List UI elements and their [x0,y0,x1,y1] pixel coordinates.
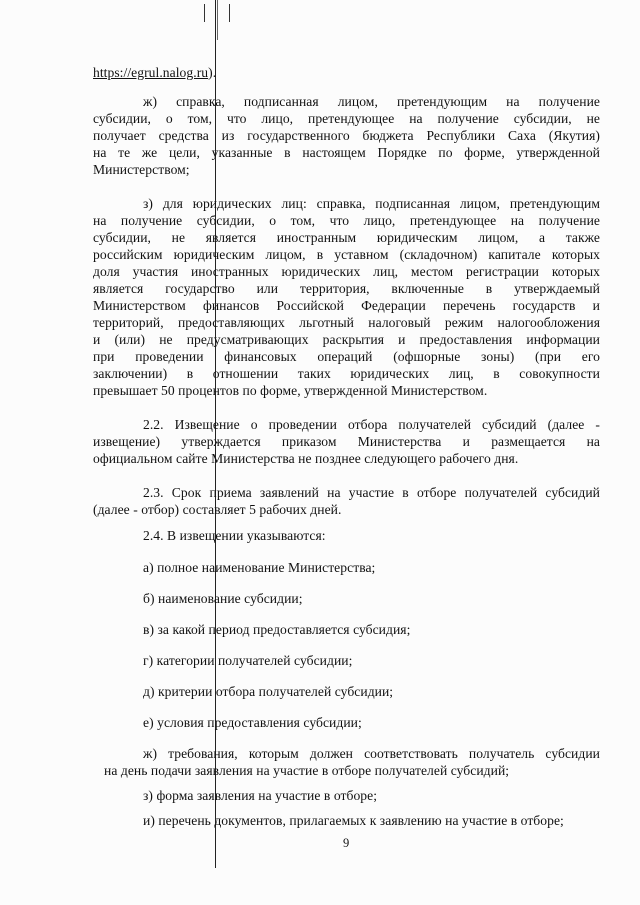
para-zh-line: субсидии, о том, что лицо, претендующее на получение субсидии, не [93,111,600,126]
list-item: в) за какой период предоставляется субсидия; [143,622,411,637]
list-item: г) категории получателей субсидии; [143,653,353,668]
para-2-2-line: 2.2. Извещение о проведении отбора получателей субсидий (далее - [143,417,600,432]
para-z-line: субсидии, не является иностранным юридическим лицом, а также [93,230,600,245]
para-z-line: российским юридическим лицом, в уставном (складочном) капитале которых [93,247,600,262]
para-z-line: при проведении финансовых операций (офшорные зоны) (при его [93,349,600,364]
para-2-2-line: извещение) утверждается приказом Министерства и размещается на [93,434,600,449]
url-tail: ). [208,65,217,80]
para-z-line: превышает 50 процентов по форме, утвержденной Министерством. [93,383,488,398]
scan-fold-line-secondary [217,0,218,40]
list-item: и) перечень документов, прилагаемых к заявлению на участие в отборе; [143,813,564,828]
list-item: з) форма заявления на участие в отборе; [143,788,378,803]
list-item: а) полное наименование Министерства; [143,560,376,575]
list-item-zh-line: ж) требования, которым должен соответствовать получатель субсидии [143,746,600,761]
para-z-line: заключении) в отношении таких юридических лиц, в совокупности [93,366,600,381]
para-z-line: является государство или территория, включенные в утверждаемый [93,281,600,296]
para-z-line: доля участия иностранных юридических лиц, местом регистрации которых [93,264,600,279]
para-zh-line: получает средства из государственного бюджета Республики Саха (Якутия) [93,128,600,143]
list-item-zh-line: на день подачи заявления на участие в отборе получателей субсидий; [104,763,510,778]
para-z-line: з) для юридических лиц: справка, подписанная лицом, претендующим [143,196,600,211]
para-z-line: Министерством финансов Российской Федерации перечень государств и [93,298,600,313]
para-z-line: территорий, предоставляющих льготный налоговый режим налогообложения [93,315,600,330]
para-zh-line: на те же цели, указанные в настоящем Порядке по форме, утвержденной [93,145,600,160]
list-item: б) наименование субсидии; [143,591,303,606]
egrul-link[interactable]: https://egrul.nalog.ru [93,65,209,80]
para-zh-line: Министерством; [93,162,190,177]
scan-mark [229,4,230,22]
scan-mark [204,4,205,22]
para-2-2-line: официальном сайте Министерства не позднее следующего рабочего дня. [93,451,519,466]
para-z-line: на получение субсидии, о том, что лицо, претендующее на получение [93,213,600,228]
url-line [93,64,216,81]
para-2-4-heading: 2.4. В извещении указываются: [143,528,326,543]
para-zh-line: ж) справка, подписанная лицом, претендующим на получение [143,94,600,109]
list-item: е) условия предоставления субсидии; [143,715,362,730]
page-number: 9 [343,836,350,850]
para-2-3-line: (далее - отбор) составляет 5 рабочих дней. [93,502,342,517]
list-item: д) критерии отбора получателей субсидии; [143,684,394,699]
para-z-line: и (или) не предусматривающих раскрытия и предоставления информации [93,332,600,347]
para-2-3-line: 2.3. Срок приема заявлений на участие в отборе получателей субсидий [143,485,600,500]
